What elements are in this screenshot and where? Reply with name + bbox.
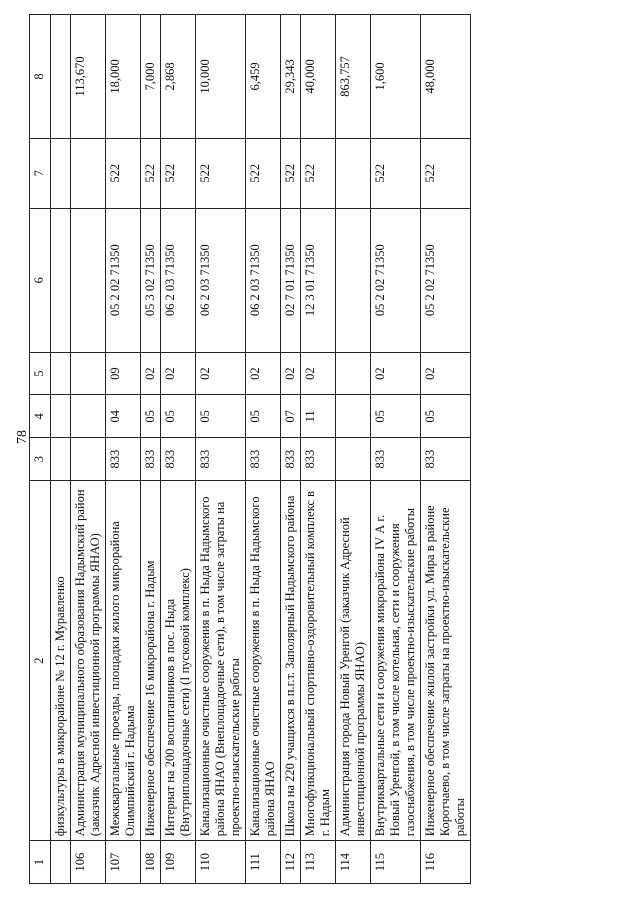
table-row (161, 15, 196, 884)
table-cell (336, 438, 371, 481)
table-cell: 522 (371, 138, 421, 208)
table-cell: 05 2 02 71350 (421, 208, 471, 352)
table-cell: 833 (106, 438, 141, 481)
header-cell: 5 (30, 352, 51, 395)
table-cell: 833 (281, 438, 301, 481)
table-cell: 863,757 (336, 15, 371, 139)
table-cell: 09 (106, 352, 141, 395)
header-cell: 3 (30, 438, 51, 481)
table-cell: 522 (106, 138, 141, 208)
table-cell: 522 (161, 138, 196, 208)
table-cell: Канализационные очистные сооружения в п. Ныда Надымского района ЯНАО (Внеплощадочные сети), в том числе затраты на проектно-изыскательские работы (196, 481, 246, 841)
table-cell: 522 (141, 138, 161, 208)
table-cell: 114 (336, 841, 371, 884)
table-cell: 833 (421, 438, 471, 481)
table-cell: 2,868 (161, 15, 196, 139)
table-cell: Инженерное обеспечение 16 микрорайона г. Надым (141, 481, 161, 841)
table-cell: 05 2 02 71350 (371, 208, 421, 352)
table-row (71, 15, 106, 884)
table-cell: Администрация муниципального образования Надымский район (заказчик Адресной инвестиционной программы ЯНАО) (71, 481, 106, 841)
table-cell (336, 395, 371, 438)
table-cell: 106 (71, 841, 106, 884)
table-cell: 02 7 01 71350 (281, 208, 301, 352)
table-cell: 113,670 (71, 15, 106, 139)
table-cell: 40,000 (301, 15, 336, 139)
table-row (106, 15, 141, 884)
table-cell (71, 352, 106, 395)
table-cell (51, 395, 71, 438)
table-cell: 05 (246, 395, 281, 438)
table-cell: 522 (281, 138, 301, 208)
table-cell: Канализационные очистные сооружения в п. Ныда Надымского района ЯНАО (246, 481, 281, 841)
table-cell: 11 (301, 395, 336, 438)
table-row (301, 15, 336, 884)
header-cell: 6 (30, 208, 51, 352)
header-cell: 8 (30, 15, 51, 139)
table-cell: 05 (141, 395, 161, 438)
table-cell: Администрация города Новый Уренгой (заказчик Адресной инвестиционной программы ЯНАО) (336, 481, 371, 841)
table-cell: 18,000 (106, 15, 141, 139)
table-cell: Школа на 220 учащихся в п.г.т. Заполярный Надымского района (281, 481, 301, 841)
rotated-page (15, 14, 629, 884)
table-cell (336, 138, 371, 208)
table-row (246, 15, 281, 884)
table-cell: 12 3 01 71350 (301, 208, 336, 352)
table-cell (51, 438, 71, 481)
table-row (196, 15, 246, 884)
table-cell: 7,000 (141, 15, 161, 139)
table-cell: 522 (196, 138, 246, 208)
table-row (336, 15, 371, 884)
table-cell (51, 15, 71, 139)
table-cell: 05 3 02 71350 (141, 208, 161, 352)
table-cell: 05 (196, 395, 246, 438)
table-cell: 833 (246, 438, 281, 481)
header-cell: 4 (30, 395, 51, 438)
table-cell (71, 395, 106, 438)
table-cell (51, 352, 71, 395)
table-cell: Инженерное обеспечение жилой застройки ул. Мира в районе Коротчаево, в том числе затраты на проектно-изыскательские работы (421, 481, 471, 841)
table-cell: 108 (141, 841, 161, 884)
table-cell: 833 (301, 438, 336, 481)
table-cell: 10,000 (196, 15, 246, 139)
table-cell (71, 438, 106, 481)
table-cell: 111 (246, 841, 281, 884)
table-cell: 02 (196, 352, 246, 395)
table-cell: 02 (161, 352, 196, 395)
table-cell: 02 (141, 352, 161, 395)
table-cell: 05 2 02 71350 (106, 208, 141, 352)
table-row (421, 15, 471, 884)
table-cell (71, 208, 106, 352)
table-cell: 6,459 (246, 15, 281, 139)
table-cell (51, 208, 71, 352)
header-cell: 1 (30, 841, 51, 884)
table-cell: 522 (301, 138, 336, 208)
table-cell: 110 (196, 841, 246, 884)
table-cell: 112 (281, 841, 301, 884)
table-row (371, 15, 421, 884)
table-row (281, 15, 301, 884)
table-cell: 522 (246, 138, 281, 208)
table-cell: 833 (196, 438, 246, 481)
table-cell: 06 2 03 71350 (161, 208, 196, 352)
table-row (51, 15, 71, 884)
table-cell (336, 352, 371, 395)
table-cell: 115 (371, 841, 421, 884)
table-cell: Межквартальные проезды, площадки жилого микрорайона Олимпийский г. Надыма (106, 481, 141, 841)
table-cell: 833 (371, 438, 421, 481)
table-cell: 05 (161, 395, 196, 438)
table-cell: 02 (421, 352, 471, 395)
table-cell: 1,600 (371, 15, 421, 139)
table-cell: 48,000 (421, 15, 471, 139)
table-row (141, 15, 161, 884)
table-cell: Интернат на 200 воспитанников в пос. Ныда (Внутриплощадочные сети) (I пусковой комплекс) (161, 481, 196, 841)
table-cell: 05 (421, 395, 471, 438)
table-cell: 833 (141, 438, 161, 481)
header-cell: 2 (30, 481, 51, 841)
budget-table (29, 14, 471, 884)
table-header-row (30, 15, 51, 884)
table-cell: 109 (161, 841, 196, 884)
table-cell: 116 (421, 841, 471, 884)
table-cell: Внутриквартальные сети и сооружения микрорайона IV А г. Новый Уренгой, в том числе котельная, сети и сооружения газоснабжения, в том числе проектно-изыскательские работы (371, 481, 421, 841)
table-cell (51, 138, 71, 208)
table-cell (336, 208, 371, 352)
table-cell: 522 (421, 138, 471, 208)
table-cell: 02 (301, 352, 336, 395)
table-cell: 29,343 (281, 15, 301, 139)
header-cell: 7 (30, 138, 51, 208)
table-cell: 833 (161, 438, 196, 481)
table-cell: 05 (371, 395, 421, 438)
table-cell: 107 (106, 841, 141, 884)
table-cell: 113 (301, 841, 336, 884)
table-cell: 07 (281, 395, 301, 438)
table-cell (51, 841, 71, 884)
table-cell: 06 2 03 71350 (246, 208, 281, 352)
table-cell: 06 2 03 71350 (196, 208, 246, 352)
page-number: 78 (15, 430, 30, 444)
table-cell (71, 138, 106, 208)
table-cell: 02 (371, 352, 421, 395)
table-body (51, 15, 471, 884)
table-cell: 04 (106, 395, 141, 438)
table-cell: Многофункциональный спортивно-оздоровительный комплекс в г. Надым (301, 481, 336, 841)
table-cell: 02 (281, 352, 301, 395)
table-cell: физкультуры в микрорайоне № 12 г. Муравленко (51, 481, 71, 841)
table-cell: 02 (246, 352, 281, 395)
